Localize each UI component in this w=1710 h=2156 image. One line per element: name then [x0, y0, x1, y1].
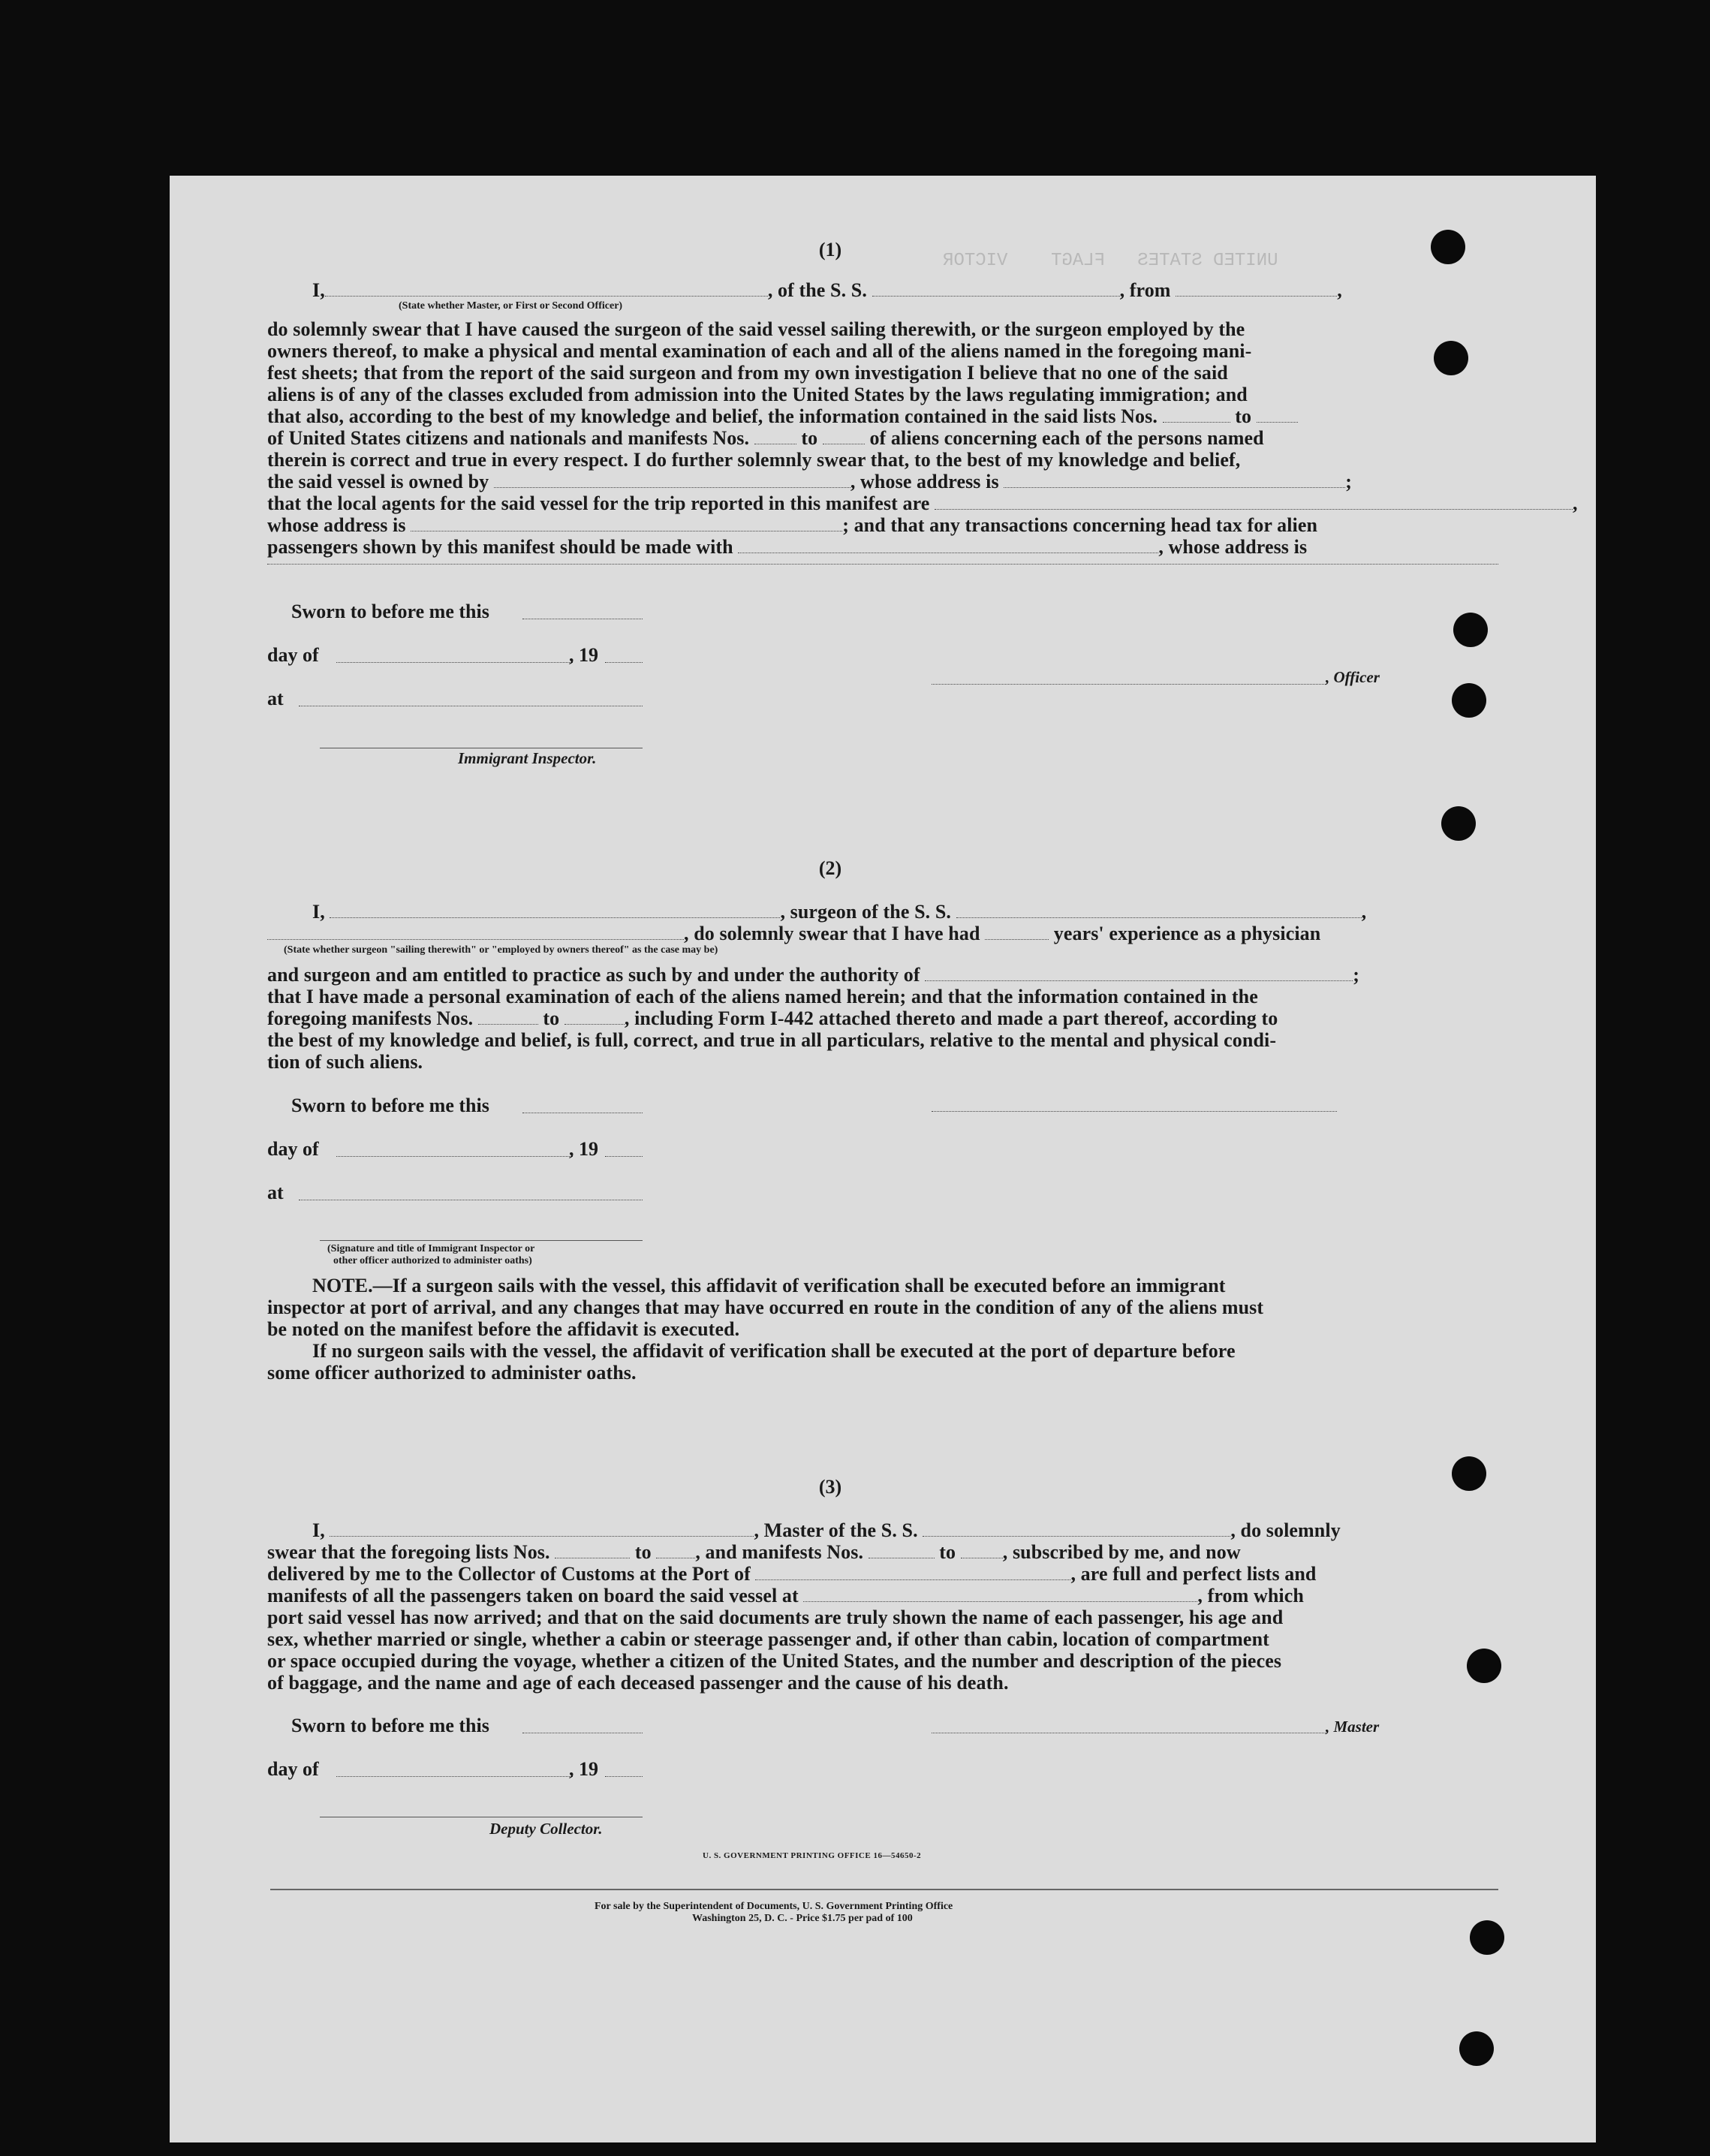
section-3-day-of-field[interactable]: [336, 1776, 573, 1777]
section-1-body-4: aliens is of any of the classes excluded from admission into the United States by the laws regulating immigration; and: [267, 384, 1248, 405]
section-2-line-3: and surgeon and am entitled to practice as such by and under the authority of ;: [267, 964, 1359, 986]
section-1-day-of-field[interactable]: [336, 662, 573, 663]
punch-hole: [1467, 1649, 1501, 1683]
port-of-embarkation-field[interactable]: [803, 1586, 1197, 1602]
master-vessel-field[interactable]: [923, 1521, 1230, 1537]
form-page: [170, 176, 1596, 2142]
section-2-day-of-field[interactable]: [336, 1156, 573, 1157]
section-3-line-7: or space occupied during the voyage, whether a citizen of the United States, and the number and description of the pieces: [267, 1650, 1282, 1672]
section-1-day-of-label: day of: [267, 644, 319, 666]
years-experience-field[interactable]: [985, 924, 1049, 940]
note-line-5: some officer authorized to administer oaths.: [267, 1362, 637, 1384]
master-lists-to-field[interactable]: [656, 1543, 695, 1558]
section-2-sworn-label: Sworn to before me this: [291, 1095, 489, 1116]
master-lists-from-field[interactable]: [555, 1543, 630, 1558]
section-2-line-4: that I have made a personal examination of each of the aliens named herein; and that the information contained in the: [267, 986, 1258, 1007]
punch-hole: [1434, 341, 1468, 375]
section-3-day-of-label: day of: [267, 1758, 319, 1780]
section-3-line-3: delivered by me to the Collector of Customs at the Port of , are full and perfect lists and: [267, 1563, 1317, 1585]
officer-rank-note: (State whether Master, or First or Second Officer): [399, 300, 623, 312]
officer-label: , Officer: [1326, 668, 1380, 686]
note-line-1: NOTE.—If a surgeon sails with the vessel, this affidavit of verification shall be executed before an immigrant: [312, 1275, 1226, 1296]
from-port-field[interactable]: [1176, 281, 1337, 297]
punch-hole: [1452, 683, 1486, 718]
sale-line-1: For sale by the Superintendent of Documents, U. S. Government Printing Office: [595, 1901, 953, 1912]
section-3-line-1: I, , Master of the S. S. , do solemnly: [312, 1519, 1341, 1541]
owner-address-field[interactable]: [1004, 472, 1345, 488]
practice-authority-field[interactable]: [925, 965, 1353, 981]
officer-rank-field[interactable]: [325, 281, 768, 297]
surgeon-type-field[interactable]: [267, 924, 684, 940]
punch-hole: [1431, 230, 1465, 264]
section-1-body-5: that also, according to the best of my knowledge and belief, the information contained in the said lists Nos. to: [267, 405, 1298, 427]
section-2-year-field[interactable]: [605, 1156, 643, 1157]
section-1-body-6: of United States citizens and nationals and manifests Nos. to of aliens concerning each of the persons named: [267, 427, 1264, 449]
section-1-body-1: do solemnly swear that I have caused the surgeon of the said vessel sailing therewith, or the surgeon employed by the: [267, 318, 1245, 340]
port-of-arrival-field[interactable]: [755, 1564, 1070, 1580]
section-2-line-7: tion of such aliens.: [267, 1051, 423, 1073]
manifests-from-field[interactable]: [754, 429, 796, 444]
owner-field[interactable]: [494, 472, 850, 488]
master-manifests-to-field[interactable]: [961, 1543, 1003, 1558]
section-1-sworn-label: Sworn to before me this: [291, 601, 489, 622]
section-2-day-of-label: day of: [267, 1138, 319, 1160]
head-tax-party-field[interactable]: [738, 537, 1158, 553]
section-3-line-8: of baggage, and the name and age of each deceased passenger and the cause of his death.: [267, 1672, 1009, 1694]
section-1-body-8: the said vessel is owned by , whose address is ;: [267, 471, 1353, 492]
punch-hole: [1441, 806, 1476, 841]
sale-line-2: Washington 25, D. C. - Price $1.75 per pad of 100: [692, 1913, 913, 1924]
lists-from-field[interactable]: [1163, 407, 1230, 423]
section-2-line-6: the best of my knowledge and belief, is full, correct, and true in all particulars, relative to the mental and physical condi-: [267, 1029, 1277, 1051]
section-3-line-5: port said vessel has now arrived; and that on the said documents are truly shown the name of each passenger, his age and: [267, 1606, 1284, 1628]
footer-rule: [270, 1889, 1498, 1890]
section-1-number: (1): [818, 239, 842, 260]
immigrant-inspector-label: Immigrant Inspector.: [458, 749, 597, 767]
section-1-body-9: that the local agents for the said vessel for the trip reported in this manifest are ,: [267, 492, 1578, 514]
section-3-line-4: manifests of all the passengers taken on board the said vessel at , from which: [267, 1585, 1304, 1606]
section-3-year-label: , 19: [569, 1758, 598, 1780]
deputy-collector-label: Deputy Collector.: [489, 1820, 603, 1838]
section-1-body-3: fest sheets; that from the report of the said surgeon and from my own investigation I believe that no one of the said: [267, 362, 1228, 384]
surgeon-type-note: (State whether surgeon "sailing therewith" or "employed by owners thereof" as the case may be): [284, 944, 718, 956]
vessel-name-field[interactable]: [872, 281, 1120, 297]
section-2-line-5: foregoing manifests Nos. to , including Form I-442 attached thereto and made a part thereof, according to: [267, 1007, 1278, 1029]
note-line-3: be noted on the manifest before the affidavit is executed.: [267, 1318, 740, 1340]
section-3-number: (3): [818, 1476, 842, 1498]
master-name-field[interactable]: [330, 1521, 754, 1537]
master-manifests-from-field[interactable]: [869, 1543, 935, 1558]
section-3-sworn-label: Sworn to before me this: [291, 1715, 489, 1736]
section-1-year-field[interactable]: [605, 662, 643, 663]
section-1-year-label: , 19: [569, 644, 598, 666]
punch-hole: [1459, 2031, 1494, 2066]
section-1-body-10: whose address is ; and that any transactions concerning head tax for alien: [267, 514, 1318, 536]
section-1-body-11: passengers shown by this manifest should be made with , whose address is: [267, 536, 1308, 558]
punch-hole: [1452, 1456, 1486, 1491]
section-3-line-2: swear that the foregoing lists Nos. to , and manifests Nos. to , subscribed by me, and now: [267, 1541, 1241, 1563]
printer-line: U. S. GOVERNMENT PRINTING OFFICE 16—54650-2: [703, 1851, 922, 1860]
lists-to-field[interactable]: [1257, 407, 1298, 423]
head-tax-address-field[interactable]: [267, 564, 1498, 565]
section-1-line-1: I, , of the S. S. , from ,: [312, 279, 1342, 301]
agents-address-field[interactable]: [411, 516, 842, 531]
punch-hole: [1470, 1920, 1504, 1955]
section-2-at-label: at: [267, 1182, 284, 1203]
section-2-year-label: , 19: [569, 1138, 598, 1160]
manifests-to-field[interactable]: [823, 429, 865, 444]
section-1-body-2: owners thereof, to make a physical and mental examination of each and all of the aliens named in the foregoing mani-: [267, 340, 1252, 362]
section-2-line-1: I, , surgeon of the S. S. ,: [312, 901, 1367, 923]
section-1-at-label: at: [267, 688, 284, 709]
section-2-signature-note-1: (Signature and title of Immigrant Inspector or: [327, 1243, 535, 1254]
officer-signature-field[interactable]: [932, 684, 1326, 685]
surgeon-name-field[interactable]: [330, 902, 780, 918]
section-2-inspector-signature-line: [320, 1240, 643, 1241]
surgeon-manifests-from-field[interactable]: [478, 1009, 538, 1025]
section-1-body-7: therein is correct and true in every respect. I do further solemnly swear that, to the best of my knowledge and belief,: [267, 449, 1241, 471]
note-line-2: inspector at port of arrival, and any changes that may have occurred en route in the condition of any of the aliens must: [267, 1296, 1264, 1318]
surgeon-signature-field[interactable]: [932, 1111, 1337, 1112]
master-label: , Master: [1326, 1718, 1380, 1736]
surgeon-manifests-to-field[interactable]: [564, 1009, 625, 1025]
note-line-4: If no surgeon sails with the vessel, the affidavit of verification shall be executed at the port of departure before: [312, 1340, 1236, 1362]
section-3-line-6: sex, whether married or single, whether a cabin or steerage passenger and, if other than cabin, location of compartment: [267, 1628, 1269, 1650]
bleed-through-text: UNITED STATES FLAGT VICTOR: [943, 251, 1278, 271]
local-agents-field[interactable]: [935, 494, 1573, 510]
section-2-number: (2): [818, 857, 842, 879]
surgeon-vessel-field[interactable]: [956, 902, 1362, 918]
punch-hole: [1453, 613, 1488, 647]
section-2-line-2: , do solemnly swear that I have had years' experience as a physician: [267, 923, 1320, 944]
section-3-year-field[interactable]: [605, 1776, 643, 1777]
section-2-signature-note-2: other officer authorized to administer oaths): [333, 1255, 532, 1266]
